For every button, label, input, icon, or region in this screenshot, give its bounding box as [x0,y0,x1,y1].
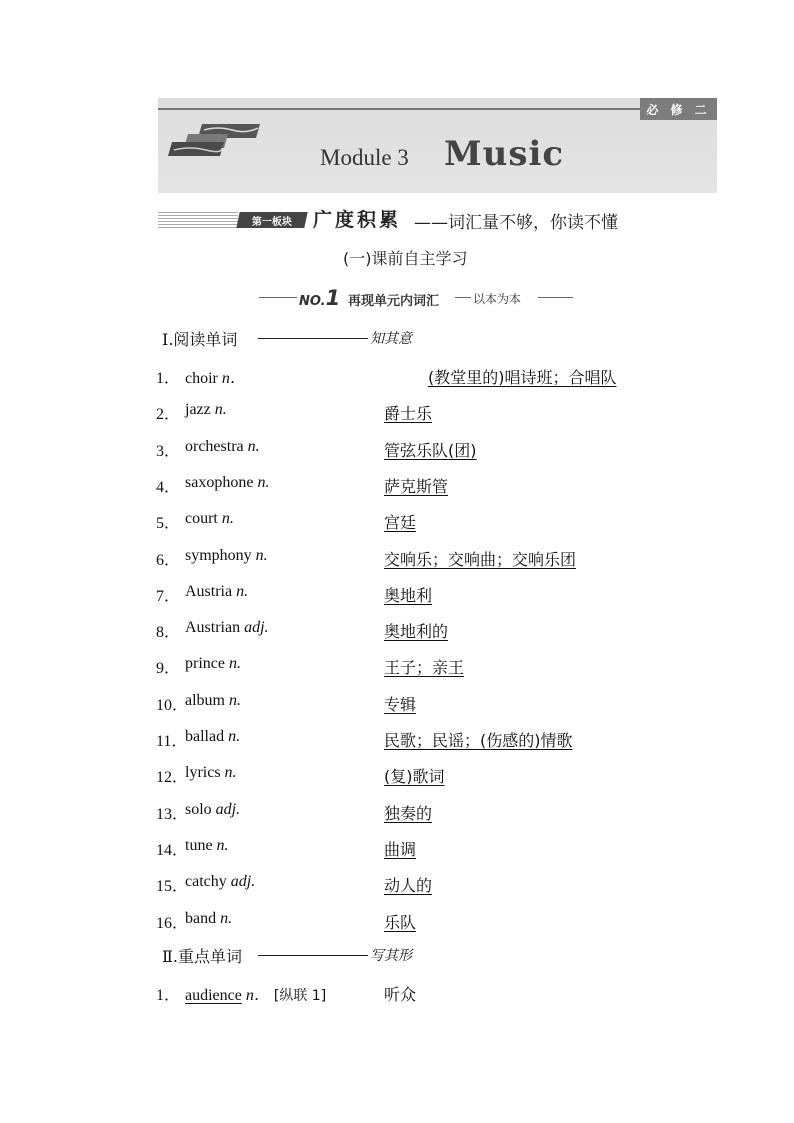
vocab-word: catchy adj. [185,873,256,891]
vocab-word: Austrian adj. [185,619,269,637]
key-word-meaning: 听众 [384,985,417,1004]
section-title: 广度积累 [313,209,402,231]
vocab-word: band n. [185,909,233,927]
vocab-meaning: 曲调 [384,839,417,859]
item-number: 5． [156,515,181,533]
vocab-word: choir n． [185,370,246,387]
item-number: 9． [156,660,181,678]
cross-ref: [纵联 1] [273,988,327,1004]
section-badge: 第一板块 [236,212,307,228]
section-stripes [158,212,238,228]
vocab-meaning: 动人的 [384,876,433,896]
part-one-heading: Ⅰ.阅读单词 知其意 [162,330,412,349]
vocab-row [156,655,716,679]
vocab-word: orchestra n. [185,437,260,455]
banner-top-rule [158,108,640,110]
vocab-word: prince n. [185,655,241,673]
vocab-meaning: 管弦乐队(团) [384,440,477,460]
vocab-word: lyrics n. [185,764,237,782]
no-label: NO.1 [299,286,341,310]
item-number: 16． [156,914,189,932]
vocab-meaning: 乐队 [384,912,417,932]
vocab-row [156,692,716,716]
vocab-meaning: (复)歌词 [384,767,445,787]
item-number: 8． [156,624,181,642]
divider-middle [455,297,471,298]
no-heading-text: 再现单元内词汇 [348,294,440,309]
vocab-row [156,510,716,534]
vocab-meaning: 奥地利的 [384,622,449,642]
section-subtitle: ——词汇量不够，你读不懂 [414,213,618,233]
item-number: 10． [156,696,189,714]
vocab-word: Austria n. [185,582,249,600]
item-number: 1． [156,987,181,1004]
vocab-row [156,365,716,389]
divider-left [259,297,297,298]
item-number: 14． [156,841,189,859]
vocab-word: album n. [185,691,241,709]
vocab-word: solo adj. [185,800,241,818]
item-number: 2． [156,406,181,424]
item-number: 6． [156,551,181,569]
vocab-word: symphony n. [185,546,268,564]
vocab-row [156,438,716,462]
vocab-row [156,801,716,825]
vocab-row [156,401,716,425]
vocab-row [156,547,716,571]
vocab-word: saxophone n. [185,473,270,491]
vocab-meaning: 爵士乐 [384,404,433,424]
vocab-meaning: 萨克斯管 [384,476,449,496]
vocab-meaning: 王子；亲王 [384,658,465,678]
vocab-word: jazz n. [185,401,227,419]
vocab-row [156,619,716,643]
item-number: 7． [156,587,181,605]
vocab-meaning: 民歌；民谣；(伤感的)情歌 [384,731,573,750]
item-number: 11． [156,733,188,750]
vocab-meaning: 奥地利 [384,585,433,605]
vocab-row [156,583,716,607]
part-two-heading: Ⅱ.重点单词 写其形 [162,947,412,966]
vocab-word: court n. [185,510,234,528]
item-number: 12． [156,769,189,787]
no-heading-tail: 以本为本 [473,292,522,306]
vocab-meaning: (教堂里的)唱诗班；合唱队 [428,368,617,387]
vocab-meaning: 交响乐；交响曲；交响乐团 [384,549,577,569]
vocab-meaning: 宫廷 [384,513,417,533]
vocab-meaning: 独奏的 [384,803,433,823]
module-number: Module 3 [320,145,409,170]
vocab-row [156,764,716,788]
vocab-word: tune n. [185,836,229,854]
item-number: 15． [156,878,189,896]
module-title: Music [444,134,565,174]
key-word: audience n． [纵联 1] [185,987,327,1004]
item-number: 3． [156,442,181,460]
volume-tag: 必 修 二 [640,98,717,120]
vocab-row [156,910,716,934]
subsection-title: (一)课前自主学习 [343,249,468,268]
heading-rule [258,338,368,339]
vocab-row [156,837,716,861]
item-number: 1． [156,370,181,387]
vocab-row [156,873,716,897]
item-number: 4． [156,478,181,496]
heading-rule [258,955,368,956]
divider-right [538,297,573,298]
vocab-word: ballad n. [185,728,241,745]
key-word-row [156,982,716,1006]
vocab-row [156,474,716,498]
vocab-row [156,728,716,752]
item-number: 13． [156,805,189,823]
vocab-meaning: 专辑 [384,694,417,714]
banner-logo-icon [168,122,263,158]
